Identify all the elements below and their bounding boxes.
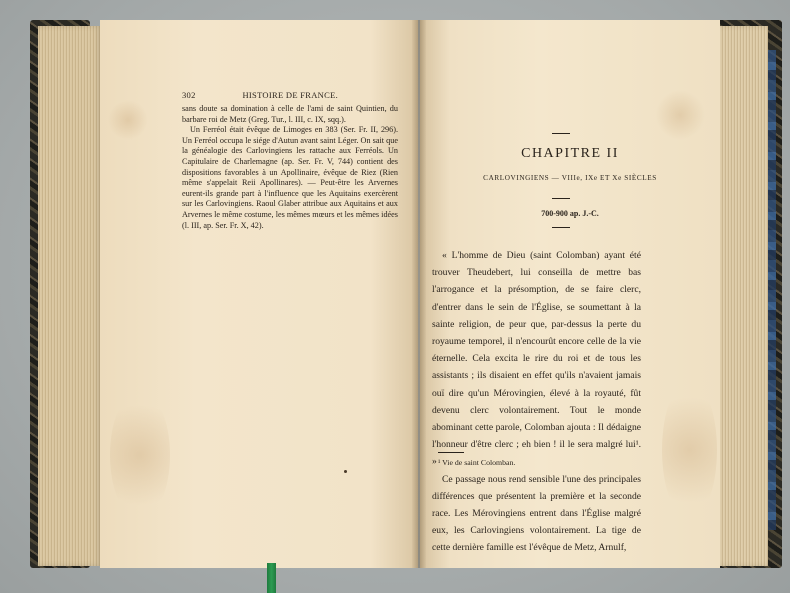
footnote: ¹ Vie de saint Colomban. [438, 458, 516, 467]
body-paragraph: Ce passage nous rend sensible l'une des principales différences que présentent la première et la seconde race. Les Mérovingiens entrent dans l'Église malgré eux, les Carlovingiens volontairement. La tige de cette dernière famille est l'évêque de Metz, Arnulf, [432, 473, 641, 554]
divider-rule [552, 227, 570, 228]
foxing-stain [655, 90, 705, 140]
note-paragraph: Un Ferréol était évêque de Limoges en 383 (Ser. Fr. II, 296). Un Ferréol occupa le siége d'Autun avant saint Léger. On sait que la généalogie des Carlovingiens les rattache aux Ferréols. Un Capitulaire de Charlemagne (ap. Ser. Fr. V, 744) contient des dispositions favorables à un Apollinaire, évêque de Riez (Rien même s'appelait Reii Apollinares). — Peut-être les Arvernes eurent-ils grande part à l'influence que les Aquitains exercèrent sur les Carlovingiens. Raoul Glaber attribue aux Aquitains et aux Arvernes le même costume, les mêmes mœurs et les mêmes idées (l. III, ap. Ser. Fr. X, 42). [182, 125, 398, 230]
foxing-stain [108, 100, 148, 140]
running-head [182, 90, 398, 100]
running-title: HISTOIRE DE FRANCE. [242, 90, 338, 100]
book-gutter [412, 20, 426, 568]
chapter-title: CHAPITRE II [521, 146, 619, 161]
chapter-body [432, 247, 641, 557]
footnote-rule [438, 452, 464, 453]
foxing-stain [662, 380, 717, 520]
date-range: 700-900 ap. J.-C. [541, 209, 599, 218]
bookmark-ribbon [267, 563, 276, 593]
chapter-subtitle: CARLOVINGIENS — VIIIe, IXe ET Xe SIÈCLES [483, 174, 657, 182]
left-page-edges [38, 26, 102, 566]
divider-rule [552, 198, 570, 199]
foxing-stain [110, 390, 170, 520]
ink-speck [344, 470, 347, 473]
left-page-notes [182, 104, 398, 231]
top-rule [552, 133, 570, 134]
right-page-edges [712, 26, 768, 566]
page-number: 302 [182, 90, 196, 100]
note-paragraph: sans doute sa domination à celle de l'ami de saint Quintien, du barbare roi de Metz (Greg. Tur., l. III, c. IX, sqq.). [182, 104, 398, 124]
body-paragraph: « L'homme de Dieu (saint Colomban) ayant été trouver Theudebert, lui conseilla de mettre bas l'arrogance et la présomption, de se faire clerc, d'entrer dans le sein de l'Église, se soumettant à la sainte religion, de peur que, par-dessus la perte du royaume temporel, il n'encourût encore celle de la vie éternelle. Cela excita le rire du roi et de tous les assistants ; ils disaient en effet qu'ils n'avaient jamais ouï dire qu'un Mérovingien, élevé à la royauté, fût devenu clerc volontairement. Tout le monde abominant cette parole, Colomban ajouta : Il dédaigne l'honneur d'être clerc ; eh bien ! il le sera malgré lui¹. » [432, 250, 641, 468]
